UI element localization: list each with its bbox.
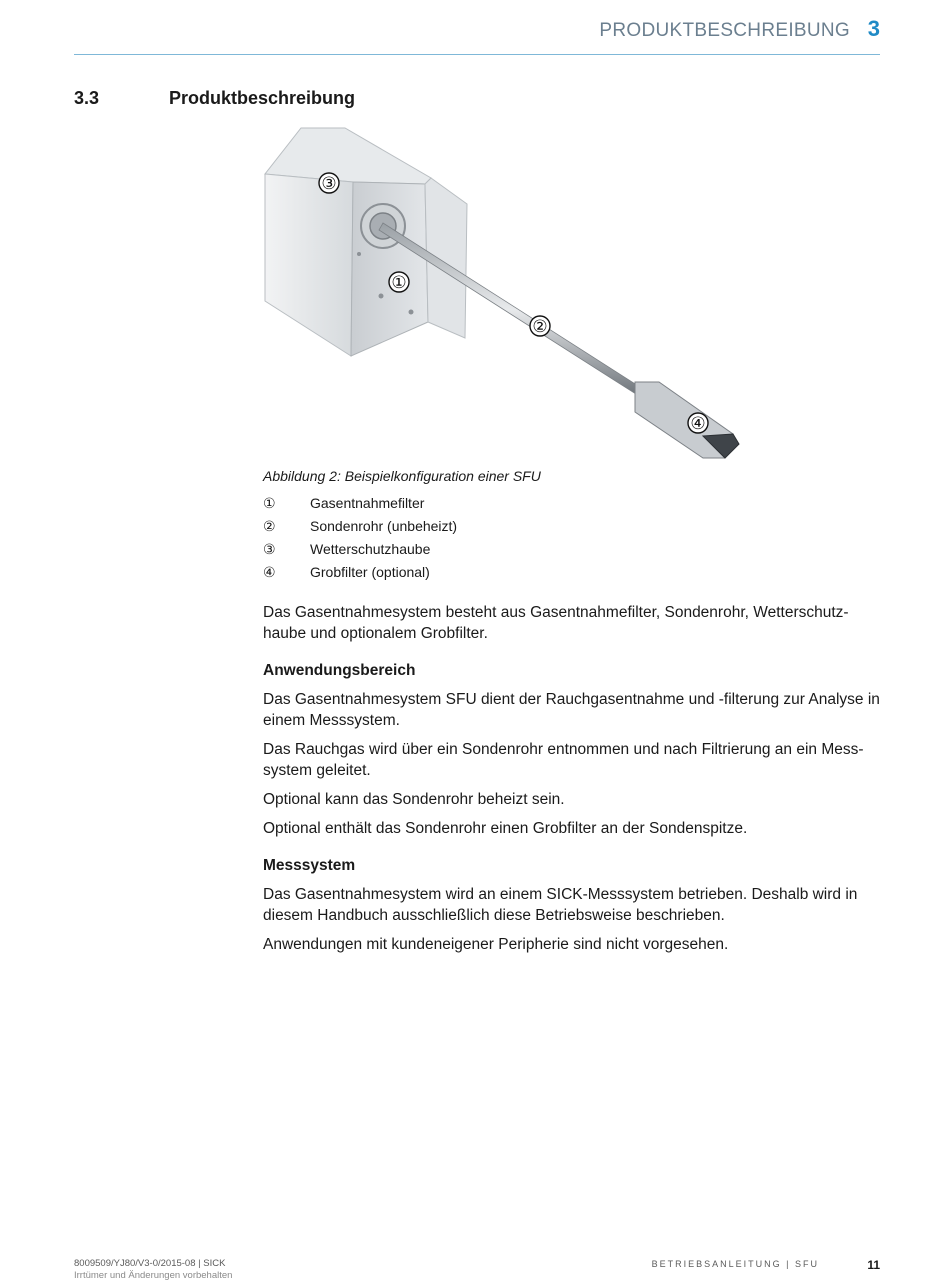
legend-item xyxy=(263,564,763,587)
sfu-product-image xyxy=(263,126,743,461)
body-text xyxy=(263,602,883,963)
figure-legend xyxy=(263,495,763,587)
paragraph: Optional kann das Sondenrohr beheizt sein. xyxy=(263,791,565,808)
footer-manual-name: BETRIEBSANLEITUNG | SFU xyxy=(651,1259,819,1269)
paragraph: Das Gasentnahmesystem wird an einem SICK-Messsystem betrieben. Deshalb wird in diesem Handbuch ausschließlich diese Betriebsweise beschrieben. xyxy=(263,886,858,924)
legend-symbol: ④ xyxy=(263,564,276,580)
section-title: Produktbeschreibung xyxy=(169,88,356,108)
page-number: 11 xyxy=(867,1258,880,1272)
header-title: PRODUKTBESCHREIBUNG xyxy=(599,20,850,41)
marker-4: ④ xyxy=(690,414,706,434)
footer-disclaimer: Irrtümer und Änderungen vorbehalten xyxy=(74,1270,233,1281)
legend-label: Sondenrohr (unbeheizt) xyxy=(310,518,458,534)
legend-label: Grobfilter (optional) xyxy=(310,564,430,580)
marker-1: ① xyxy=(391,273,407,293)
marker-2: ② xyxy=(532,317,548,337)
heading-anwendungsbereich: Anwendungsbereich xyxy=(263,662,416,679)
paragraph: Das Gasentnahmesystem SFU dient der Rauchgasentnahme und -filterung zur Analyse in einem Messsystem. xyxy=(263,691,880,729)
coarse-filter-shape xyxy=(635,382,739,458)
paragraph: Das Rauchgas wird über ein Sondenrohr entnommen und nach Filtrierung an ein Mess-system geleitet. xyxy=(263,741,864,779)
legend-symbol: ② xyxy=(263,518,276,534)
intro-paragraph: Das Gasentnahmesystem besteht aus Gasentnahmefilter, Sondenrohr, Wetterschutz-haube und optionalem Grobfilter. xyxy=(263,604,849,642)
section-number: 3.3 xyxy=(74,88,100,108)
legend-symbol: ③ xyxy=(263,541,276,557)
legend-label: Wetterschutzhaube xyxy=(310,541,431,557)
paragraph: Optional enthält das Sondenrohr einen Grobfilter an der Sondenspitze. xyxy=(263,820,748,837)
footer-doc-info xyxy=(74,1258,232,1282)
legend-item xyxy=(263,518,763,541)
legend-label: Gasentnahmefilter xyxy=(310,495,425,511)
paragraph: Anwendungen mit kundeneigener Peripherie sind nicht vorgesehen. xyxy=(263,936,729,953)
marker-3: ③ xyxy=(321,174,337,194)
header-chapter-number: 3 xyxy=(867,16,880,41)
legend-item xyxy=(263,541,763,564)
footer-doc-id: 8009509/YJ80/V3-0/2015-08 | SICK xyxy=(74,1258,226,1269)
figure-caption: Abbildung 2: Beispielkonfiguration einer SFU xyxy=(263,468,541,484)
legend-symbol: ① xyxy=(263,495,276,511)
page-header xyxy=(74,14,880,55)
legend-item xyxy=(263,495,763,518)
heading-messsystem: Messsystem xyxy=(263,857,356,874)
weather-hood-shape xyxy=(265,128,467,356)
